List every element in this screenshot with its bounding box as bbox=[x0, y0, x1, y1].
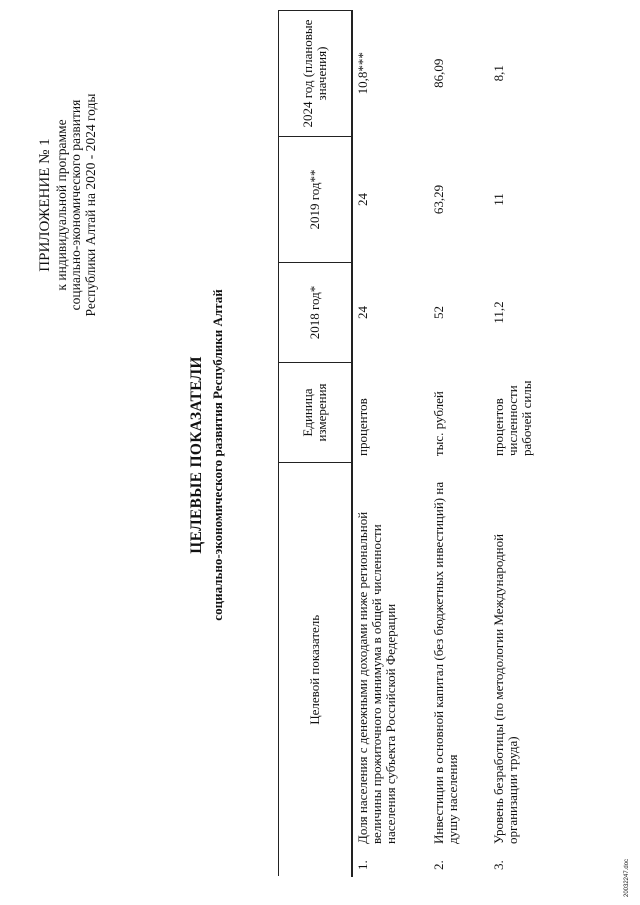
table-header-row bbox=[279, 11, 353, 877]
row-value-2024: 8,1 bbox=[489, 11, 555, 137]
document-title: ЦЕЛЕВЫЕ ПОКАЗАТЕЛИ bbox=[188, 356, 205, 554]
row-value-2018: 11,2 bbox=[489, 263, 555, 363]
appendix-line-1: к индивидуальной программе bbox=[53, 119, 69, 291]
header-2024: 2024 год (плановые значения) bbox=[279, 11, 353, 137]
appendix-line-2: социально-экономического развития bbox=[68, 99, 83, 311]
row-number: 3. bbox=[489, 851, 555, 877]
document-heading bbox=[188, 195, 226, 715]
document-subtitle: социально-экономического развития Республики Алтай bbox=[210, 289, 225, 621]
header-unit: Единица измерения bbox=[279, 363, 353, 463]
row-value-2019: 11 bbox=[489, 137, 555, 263]
appendix-block bbox=[38, 15, 98, 395]
row-value-2019: 24 bbox=[352, 137, 429, 263]
appendix-line-3: Республики Алтай на 2020 - 2024 годы bbox=[82, 93, 98, 317]
row-indicator: Доля населения с денежными доходами ниже региональной величины прожиточного минимума в общей численности населения субъекта Российской Федерации bbox=[352, 463, 429, 851]
table-row bbox=[489, 11, 555, 877]
row-value-2018: 24 bbox=[352, 263, 429, 363]
row-unit: процентов численности рабочей силы bbox=[489, 363, 555, 463]
row-value-2024: 10,8*** bbox=[352, 11, 429, 137]
table-row bbox=[429, 11, 489, 877]
row-unit: тыс. рублей bbox=[429, 363, 489, 463]
row-unit: процентов bbox=[352, 363, 429, 463]
row-number: 2. bbox=[429, 851, 489, 877]
document-file-code: 20032247.doc bbox=[624, 858, 630, 897]
row-number: 1. bbox=[352, 851, 429, 877]
row-value-2024: 86,09 bbox=[429, 11, 489, 137]
indicators-table bbox=[278, 10, 555, 877]
row-indicator: Уровень безработицы (по методологии Международной организации труда) bbox=[489, 463, 555, 851]
row-value-2019: 63,29 bbox=[429, 137, 489, 263]
header-2018: 2018 год* bbox=[279, 263, 353, 363]
row-value-2018: 52 bbox=[429, 263, 489, 363]
appendix-title: ПРИЛОЖЕНИЕ № 1 bbox=[37, 138, 53, 272]
header-2019: 2019 год** bbox=[279, 137, 353, 263]
header-indicator: Целевой показатель bbox=[279, 463, 353, 877]
table-row bbox=[352, 11, 429, 877]
row-indicator: Инвестиции в основной капитал (без бюджетных инвестиций) на душу населения bbox=[429, 463, 489, 851]
